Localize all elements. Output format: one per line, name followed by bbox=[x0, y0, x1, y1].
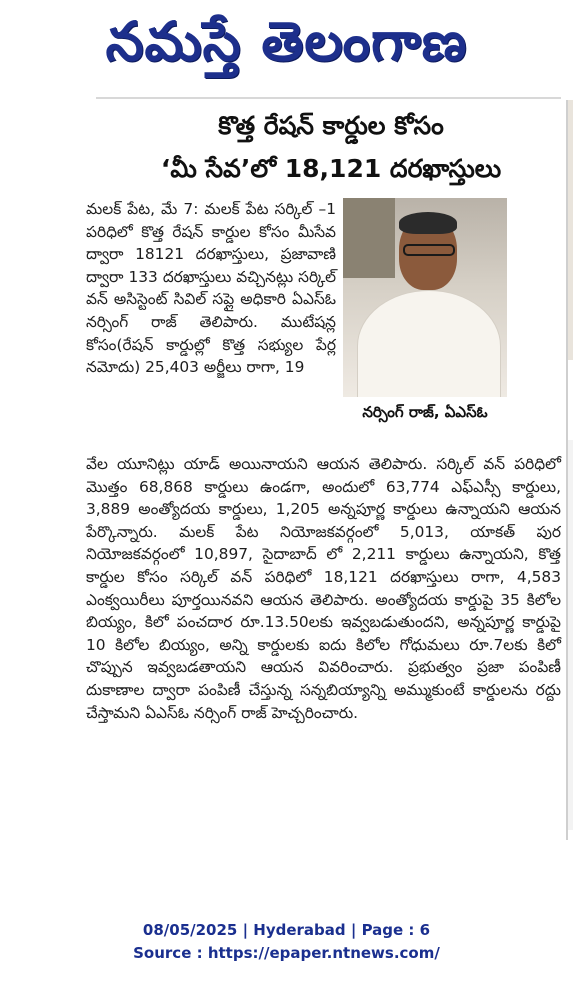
headline-divider bbox=[96, 97, 561, 99]
adjacent-article-edge bbox=[568, 440, 573, 830]
official-photo bbox=[343, 198, 507, 397]
footer-date-edition: 08/05/2025 | Hyderabad | Page : 6 bbox=[142, 921, 431, 939]
photo-hair bbox=[399, 212, 457, 234]
newspaper-masthead: నమస్తే తెలంగాణ bbox=[105, 10, 468, 73]
article-body-narrow: మలక్ పేట, మే 7: మలక్ పేట సర్కిల్ –1 పరిధిలో కొత్త రేషన్ కార్డుల కోసం మీసేవ ద్వారా 18121 దరఖాస్తులు, ప్రజావాణి ద్వారా 133 దరఖాస్తులు వచ్చినట్లు సర్కిల్ వన్ అసిస్టెంట్ సివిల్ సప్లై అధికారి ఏఎస్ఓ నర్సింగ్ రాజ్ తెలిపారు. ముటేషన్ల కోసం(రేషన్ కార్డుల్లో కొత్త సభ్యుల పేర్ల నమోదు) 25,403 అర్జీలు రాగా, 19 bbox=[86, 200, 336, 377]
headline-line-1: కొత్త రేషన్ కార్డుల కోసం bbox=[218, 111, 444, 140]
adjacent-photo-edge bbox=[568, 100, 573, 360]
headline-line-2: ‘మీ సేవ’లో 18,121 దరఖాస్తులు bbox=[160, 154, 502, 183]
footer-source-link[interactable]: Source : https://epaper.ntnews.com/ bbox=[133, 944, 440, 962]
photo-caption: నర్సింగ్ రాజ్, ఏఎస్ఓ bbox=[343, 397, 507, 427]
photo-shirt bbox=[357, 290, 501, 397]
photo-background-shelf bbox=[343, 198, 395, 278]
article-body-full: వేల యూనిట్లు యాడ్ అయినాయని ఆయన తెలిపారు. సర్కిల్ వన్ పరిధిలో మొత్తం 68,868 కార్డులు ఉండగా, అందులో 63,774 ఎఫ్ఎస్సీ కార్డులు, 3,889 అంత్యోదయ కార్డులు, 1,205 అన్నపూర్ణ కార్డులు ఉన్నాయని ఆయన పేర్కొన్నారు. మలక్ పేట నియోజకవర్గంలో 5,013, యాకత్ పుర నియోజకవర్గంలో 10,897, సైదాబాద్ లో 2,211 కార్డులు ఉన్నాయని, కొత్త కార్డుల కోసం సర్కిల్ వన్ పరిధిలో 18,121 దరఖాస్తులు రాగా, 4,583 ఎంక్వయిరీలు పూర్తయినవని ఆయన తెలిపారు. అంత్యోదయ కార్డుపై 35 కిలోల బియ్యం, కిలో పంచదార రూ.13.50లకు ఇవ్వబడుతుందని, అన్నపూర్ణ కార్డుపై 10 కిలోల బియ్యం, అన్ని కార్డులకు ఐదు కిలోల గోధుమలు రూ.7లకు కిలో చొప్పున ఇవ్వబడతాయని ఆయన వివరించారు. ప్రభుత్వం ప్రజా పంపిణీ దుకాణాల ద్వారా పంపిణీ చేస్తున్న సన్నబియ్యాన్ని అమ్ముకుంటే కార్డులను రద్దు చేస్తామని ఏఎస్ఓ నర్సింగ్ రాజ్ హెచ్చరించారు. bbox=[86, 455, 561, 722]
photo-glasses bbox=[403, 244, 455, 256]
